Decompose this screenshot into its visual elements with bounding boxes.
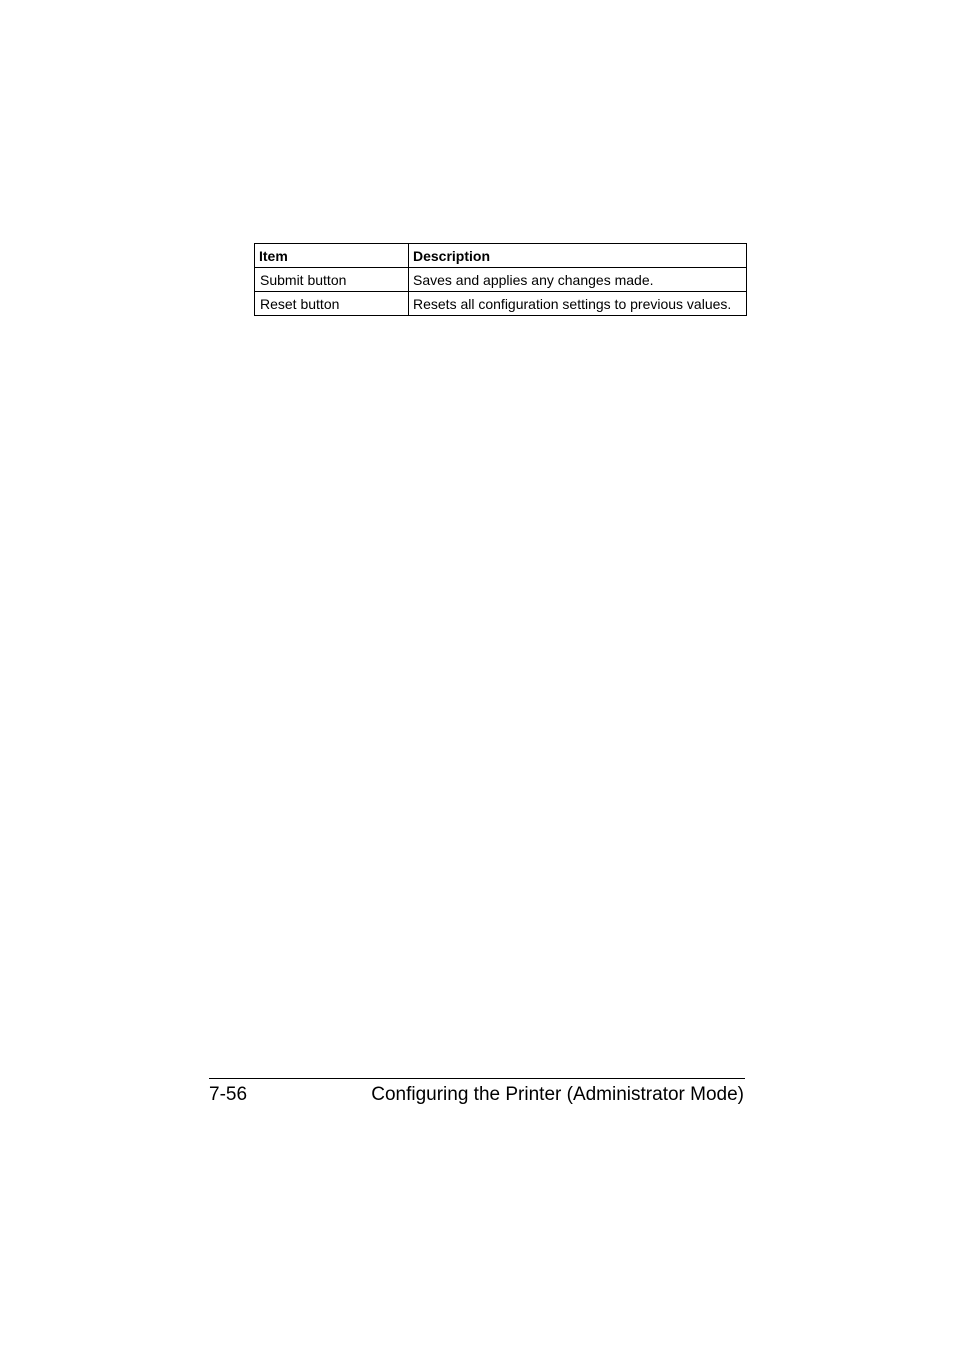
header-item: Item	[255, 244, 409, 268]
table-row	[255, 292, 747, 316]
page-number: 7-56	[209, 1084, 248, 1105]
table-header-row	[255, 244, 747, 268]
table-row	[255, 268, 747, 292]
header-description: Description	[409, 244, 747, 268]
item-description-table-container	[254, 243, 746, 316]
item-description-table	[254, 243, 747, 316]
cell-item: Submit button	[255, 268, 409, 292]
footer-section-title: Configuring the Printer (Administrator Mode)	[371, 1084, 744, 1105]
cell-item: Reset button	[255, 292, 409, 316]
cell-description: Resets all configuration settings to previous values.	[409, 292, 747, 316]
footer-divider	[209, 1078, 745, 1079]
cell-description: Saves and applies any changes made.	[409, 268, 747, 292]
